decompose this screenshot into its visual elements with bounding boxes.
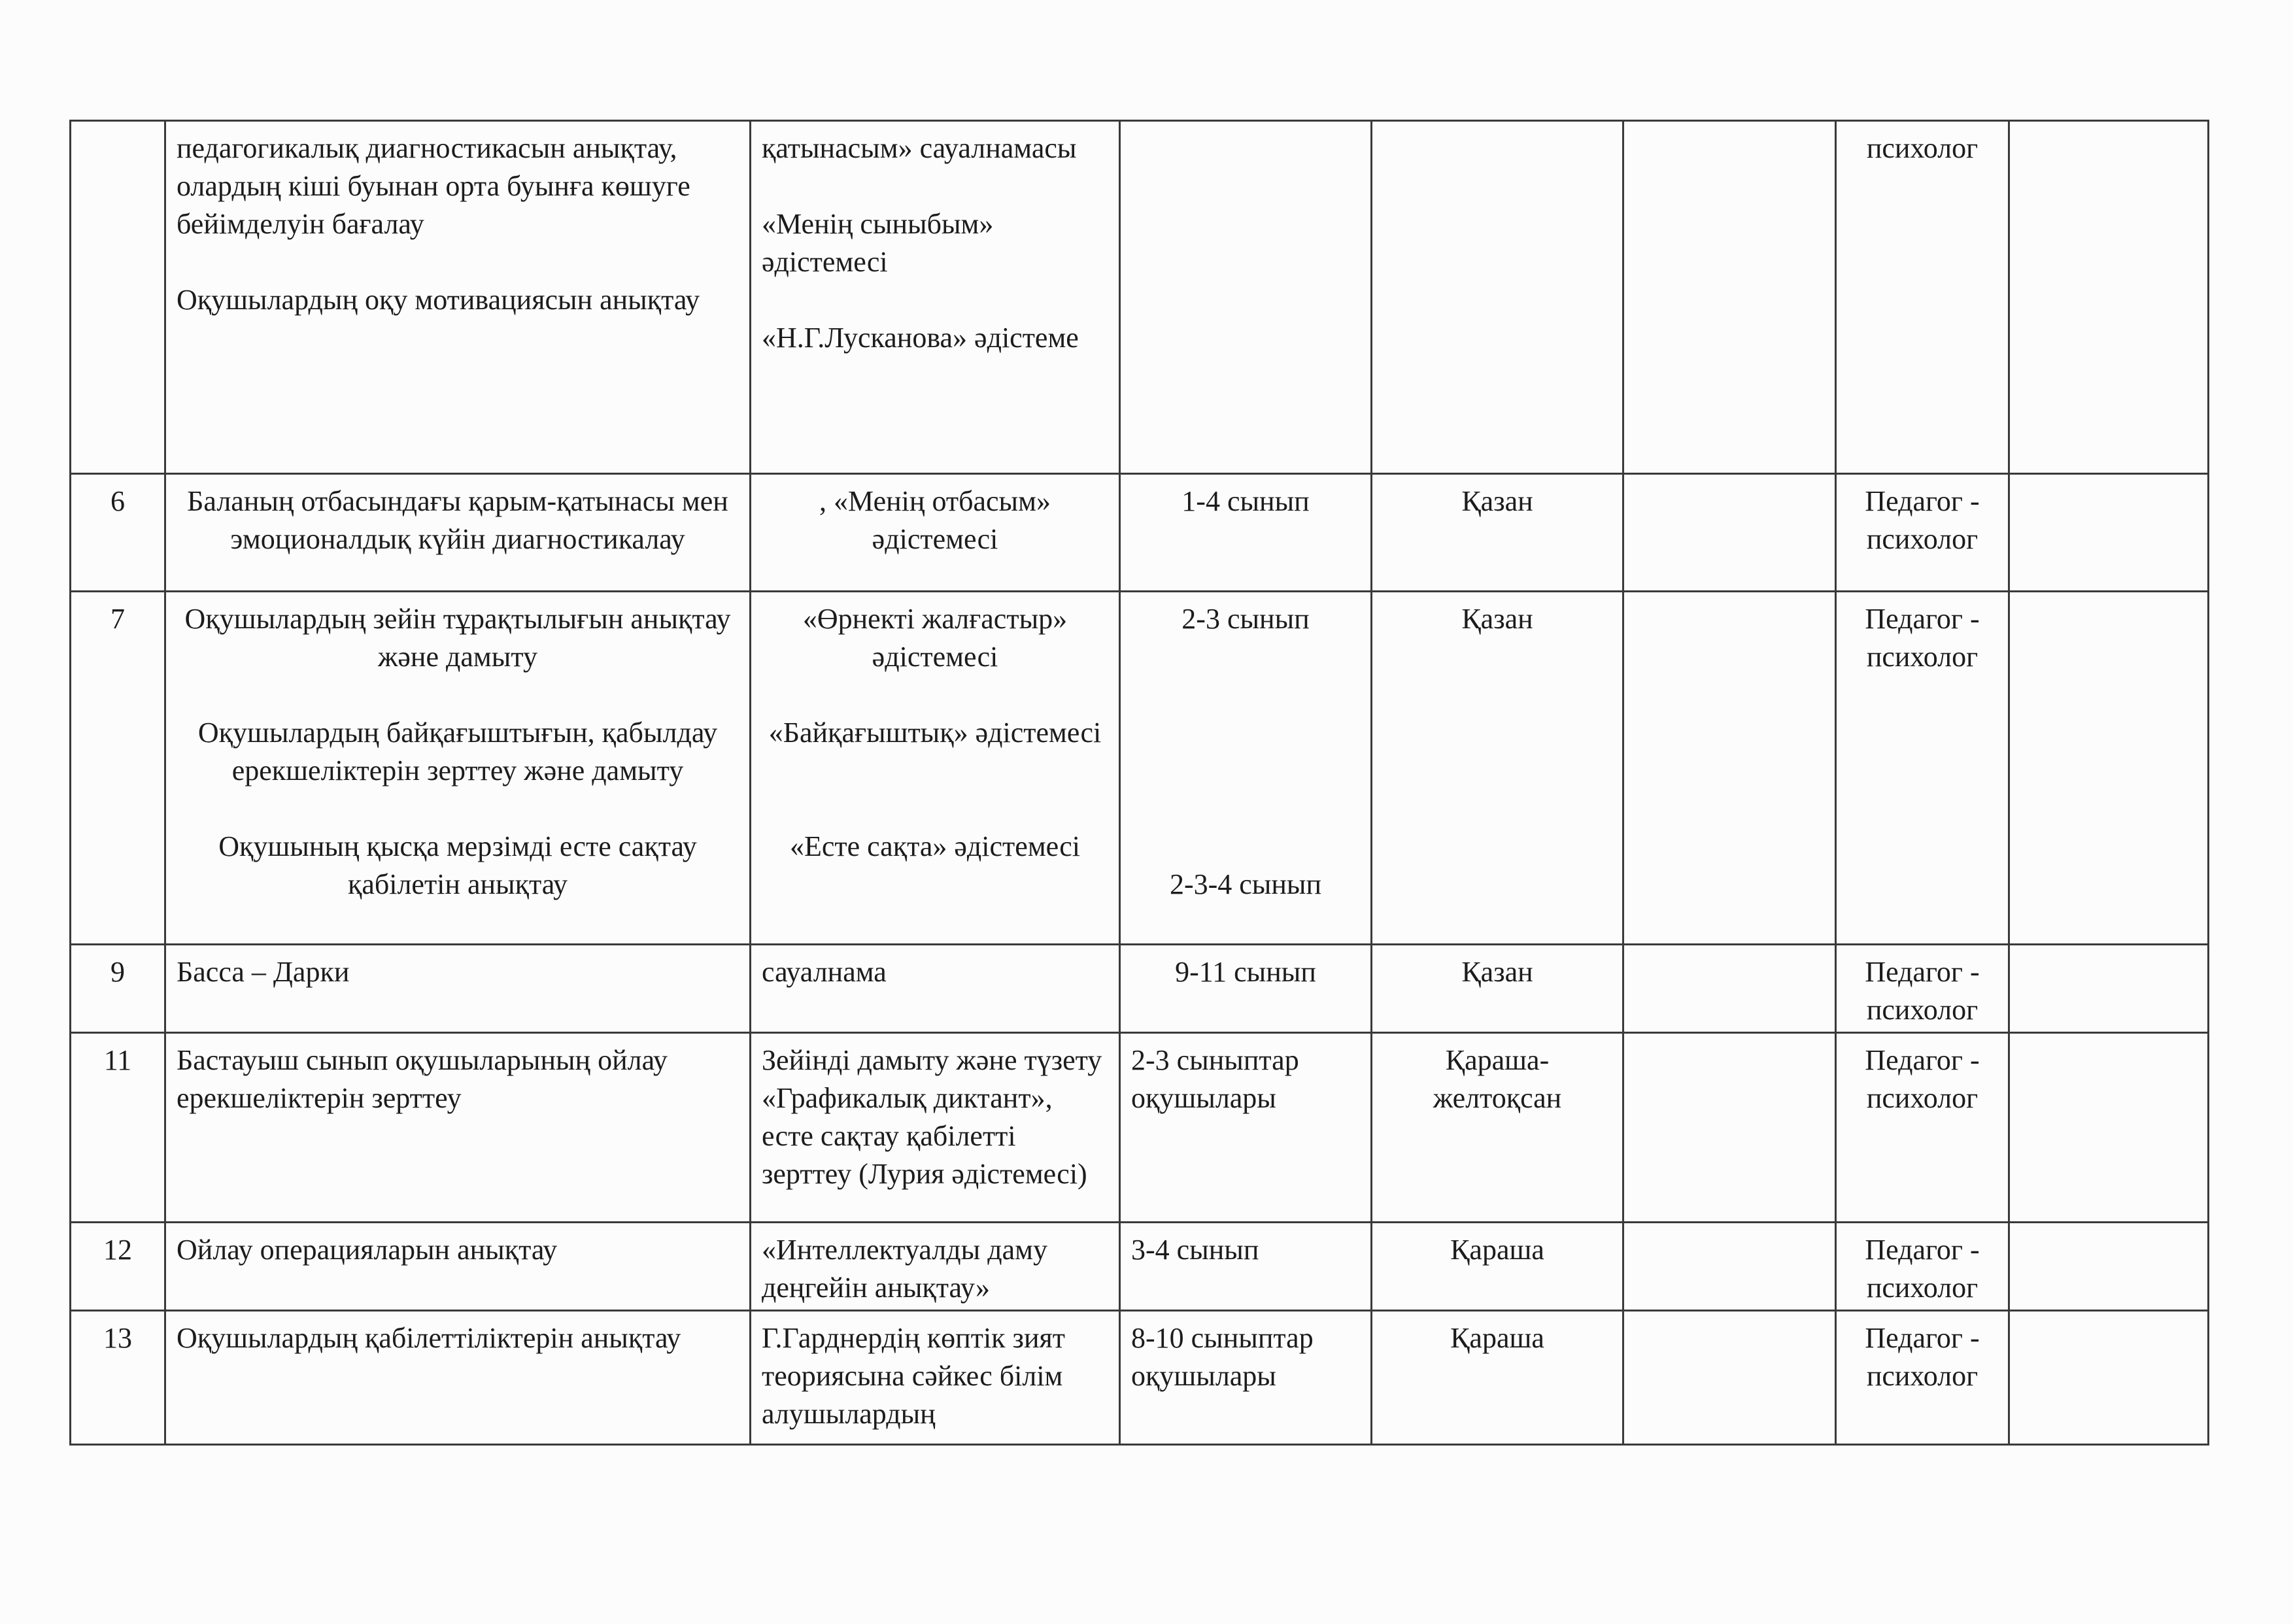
responsible-text: Педагог - психолог	[1865, 603, 1980, 673]
grade-cell	[1120, 945, 1372, 1033]
empty-cell	[2009, 1223, 2209, 1311]
method-cell	[751, 592, 1120, 945]
empty-cell	[2009, 592, 2209, 945]
empty-cell	[1623, 592, 1836, 945]
responsible-cell	[1836, 1033, 2009, 1223]
task-text: Оқушылардың байқағыштығын, қабылдау ерекшеліктерін зерттеу және дамыту	[197, 717, 718, 787]
responsible-text: Педагог - психолог	[1865, 485, 1980, 555]
term-cell	[1372, 474, 1623, 592]
responsible-cell	[1836, 121, 2009, 474]
responsible-text: Педагог - психолог	[1865, 1234, 1980, 1304]
task-cell	[165, 945, 751, 1033]
table-row	[71, 474, 2209, 592]
method-cell	[751, 945, 1120, 1033]
row-number: 12	[103, 1234, 132, 1266]
method-text: «Н.Г.Лусканова» әдістеме	[762, 322, 1079, 354]
row-number-cell	[71, 474, 165, 592]
responsible-cell	[1836, 474, 2009, 592]
term-text: Қараша	[1450, 1322, 1544, 1354]
row-number-cell	[71, 945, 165, 1033]
responsible-cell	[1836, 945, 2009, 1033]
task-cell	[165, 592, 751, 945]
empty-cell	[2009, 121, 2209, 474]
task-text: Оқушылардың қабілеттіліктерін анықтау	[177, 1322, 681, 1354]
row-number-cell	[71, 1223, 165, 1311]
table-row	[71, 945, 2209, 1033]
grade-cell	[1120, 474, 1372, 592]
method-cell	[751, 1311, 1120, 1445]
responsible-text: психолог	[1866, 132, 1979, 164]
term-text: Қараша-желтоқсан	[1433, 1044, 1562, 1114]
responsible-cell	[1836, 1311, 2009, 1445]
responsible-cell	[1836, 592, 2009, 945]
row-number-cell	[71, 121, 165, 474]
term-text: Қазан	[1461, 956, 1533, 988]
empty-cell	[2009, 1033, 2209, 1223]
table-row	[71, 1033, 2209, 1223]
empty-cell	[1623, 1311, 1836, 1445]
task-cell	[165, 1223, 751, 1311]
task-cell	[165, 1033, 751, 1223]
row-number-cell	[71, 1311, 165, 1445]
grade-cell	[1120, 1311, 1372, 1445]
method-text: «Өрнекті жалғастыр» әдістемесі	[802, 603, 1068, 673]
empty-cell	[2009, 1311, 2209, 1445]
table-row	[71, 592, 2209, 945]
empty-cell	[1623, 1033, 1836, 1223]
method-cell	[751, 474, 1120, 592]
row-number-cell	[71, 1033, 165, 1223]
empty-cell	[1623, 474, 1836, 592]
grade-cell	[1120, 592, 1372, 945]
task-cell	[165, 121, 751, 474]
grade-text: 2-3-4 сынып	[1169, 868, 1322, 900]
table-row	[71, 1311, 2209, 1445]
method-text: «Интеллектуалды даму деңгейін анықтау»	[762, 1234, 1047, 1304]
method-text: сауалнама	[762, 956, 887, 988]
grade-cell	[1120, 1223, 1372, 1311]
task-text: Басса – Дарки	[177, 956, 350, 988]
term-text: Қараша	[1450, 1234, 1544, 1266]
responsible-text: Педагог - психолог	[1865, 1044, 1980, 1114]
method-text: «Есте сақта» әдістемесі	[789, 830, 1081, 862]
empty-cell	[1623, 945, 1836, 1033]
method-text: «Менің сыныбым» әдістемесі	[762, 208, 994, 278]
responsible-text: Педагог - психолог	[1865, 956, 1980, 1026]
responsible-cell	[1836, 1223, 2009, 1311]
method-text: «Байқағыштық» әдістемесі	[768, 717, 1102, 749]
task-text: Оқушылардың зейін тұрақтылығын анықтау және дамыту	[184, 603, 731, 673]
task-text: Оқушылардың оқу мотивациясын анықтау	[177, 284, 700, 316]
task-text: педагогикалық диагностикасын анықтау, олардың кіші буынан орта буынға көшуге бейімделуін бағалау	[177, 132, 690, 240]
grade-text: 8-10 сыныптар оқушылары	[1131, 1322, 1314, 1392]
task-cell	[165, 474, 751, 592]
term-cell	[1372, 1223, 1623, 1311]
term-cell	[1372, 1033, 1623, 1223]
row-number: 7	[110, 603, 125, 635]
table-row	[71, 1223, 2209, 1311]
responsible-text: Педагог - психолог	[1865, 1322, 1980, 1392]
term-cell	[1372, 1311, 1623, 1445]
grade-text: 2-3 сыныптар оқушылары	[1131, 1044, 1299, 1114]
empty-cell	[2009, 474, 2209, 592]
grade-text: 9-11 сынып	[1175, 956, 1316, 988]
row-number-cell	[71, 592, 165, 945]
method-cell	[751, 121, 1120, 474]
grade-cell	[1120, 1033, 1372, 1223]
row-number: 11	[103, 1044, 132, 1076]
grade-text: 1-4 сынып	[1181, 485, 1310, 517]
method-cell	[751, 1033, 1120, 1223]
term-cell	[1372, 592, 1623, 945]
task-text: Ойлау операцияларын анықтау	[177, 1234, 558, 1266]
row-number: 9	[110, 956, 125, 988]
method-text: , «Менің отбасым» әдістемесі	[819, 485, 1051, 555]
method-text: қатынасым» сауалнамасы	[762, 132, 1077, 164]
term-cell	[1372, 945, 1623, 1033]
row-number: 6	[110, 485, 125, 517]
empty-cell	[1623, 1223, 1836, 1311]
grade-text: 2-3 сынып	[1181, 603, 1310, 635]
grade-text: 3-4 сынып	[1131, 1234, 1259, 1266]
method-text: Зейінді дамыту және түзету «Графикалық диктант», есте сақтау қабілетті зерттеу (Лурия әдістемесі)	[762, 1044, 1102, 1190]
plan-table	[69, 120, 2209, 1446]
task-text: Бастауыш сынып оқушыларының ойлау ерекшеліктерін зерттеу	[177, 1044, 668, 1114]
task-cell	[165, 1311, 751, 1445]
grade-cell	[1120, 121, 1372, 474]
term-text: Қазан	[1461, 603, 1533, 635]
row-number: 13	[103, 1322, 132, 1354]
task-text: Оқушының қысқа мерзімді есте сақтау қабілетін анықтау	[218, 830, 697, 900]
table-row	[71, 121, 2209, 474]
method-cell	[751, 1223, 1120, 1311]
method-text: Г.Гарднердің көптік зият теориясына сәйкес білім алушылардың	[762, 1322, 1065, 1430]
term-cell	[1372, 121, 1623, 474]
empty-cell	[1623, 121, 1836, 474]
task-text: Баланың отбасындағы қарым-қатынасы мен эмоционалдық күйін диагностикалау	[187, 485, 728, 555]
term-text: Қазан	[1461, 485, 1533, 517]
empty-cell	[2009, 945, 2209, 1033]
